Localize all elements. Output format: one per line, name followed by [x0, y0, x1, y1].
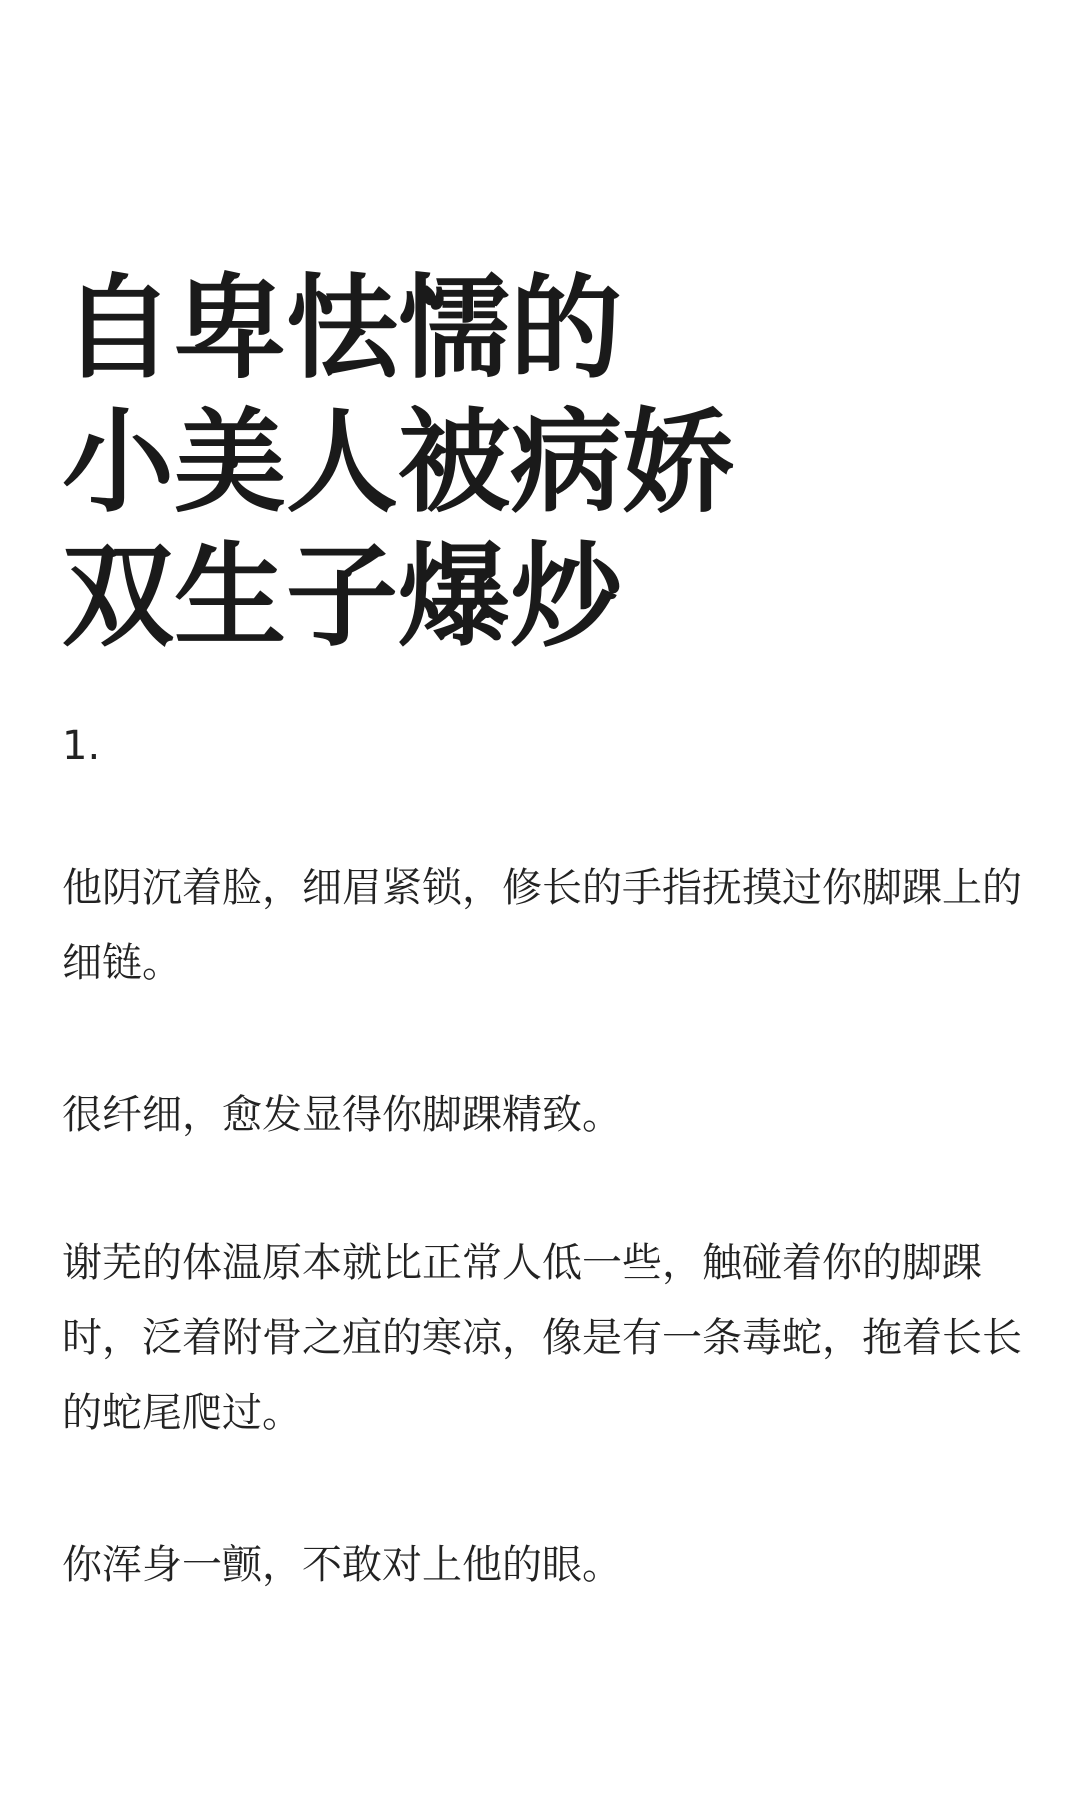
- article-title: [62, 262, 1022, 664]
- paragraph-1: 他阴沉着脸，细眉紧锁，修长的手指抚摸过你脚踝上的细链。: [62, 865, 1022, 986]
- paragraph-3: 谢芜的体温原本就比正常人低一些，触碰着你的脚踝时，泛着附骨之疽的寒凉，像是有一条毒蛇，拖着长长的蛇尾爬过。: [62, 1240, 1022, 1436]
- paragraph-2: 很纤细，愈发显得你脚踝精致。: [62, 1092, 622, 1138]
- title-line-2: 小美人被病娇: [62, 398, 734, 528]
- title-line-1: 自卑怯懦的: [62, 264, 622, 394]
- paragraph-4: 你浑身一颤，不敢对上他的眼。: [62, 1542, 622, 1588]
- title-line-3: 双生子爆炒: [62, 532, 622, 662]
- chapter-number: 1.: [62, 723, 101, 769]
